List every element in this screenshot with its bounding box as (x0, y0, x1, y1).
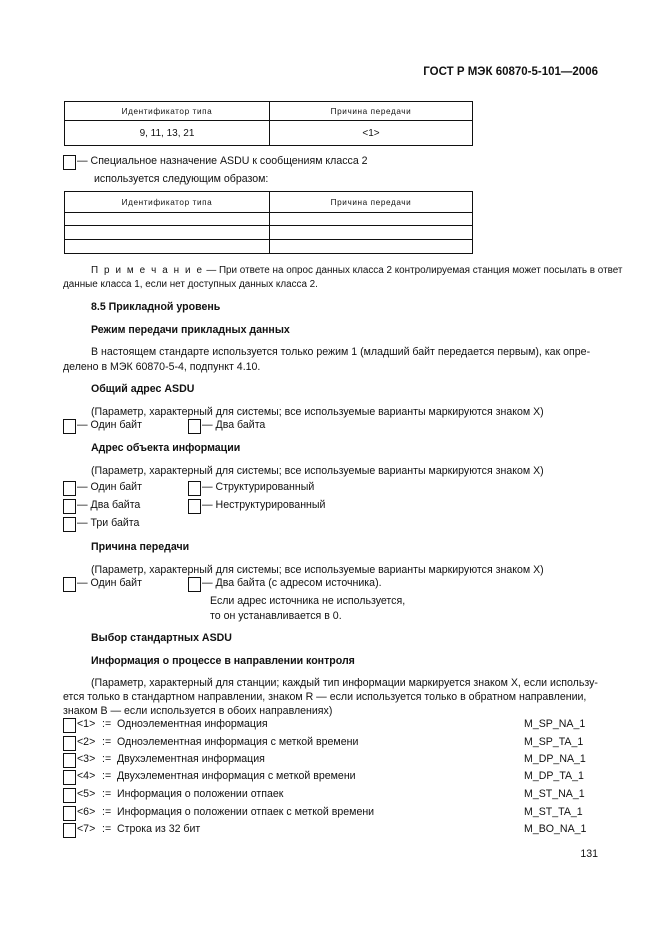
asdu-mnemonic: M_DP_TA_1 (524, 770, 584, 782)
cot-note-line-1: Если адрес источника не используется, (210, 595, 406, 607)
col-header-type-id: Идентификатор типа (65, 192, 270, 213)
table-cell (270, 240, 473, 254)
table-cell (65, 213, 270, 226)
checkbox-cot-one-byte[interactable] (63, 577, 76, 592)
note-text: — При ответе на опрос данных класса 2 контролируемая станция может посылать в ответ (203, 265, 623, 276)
checkbox-ioa-two-bytes[interactable] (63, 499, 76, 514)
common-address-title: Общий адрес ASDU (91, 383, 195, 395)
process-param-line-2: ется только в стандартном направлении, знаком R — если используется только в обратном направлении, (63, 691, 587, 703)
cot-param: (Параметр, характерный для системы; все используемые варианты маркируются знаком X) (91, 564, 544, 576)
col-header-cause: Причина передачи (270, 102, 473, 121)
note-line-2: данные класса 1, если нет доступных данных класса 2. (63, 279, 318, 290)
ioa-unstructured-label: — Неструктурированный (202, 499, 326, 511)
ioa-one-byte-label: — Один байт (77, 481, 142, 493)
checkbox-asdu-3[interactable] (63, 753, 76, 768)
common-two-bytes-label: — Два байта (202, 419, 266, 431)
asdu-code: <6> (77, 806, 96, 818)
checkbox-cot-two-bytes[interactable] (188, 577, 201, 592)
table-row (65, 121, 473, 146)
checkbox-asdu-2[interactable] (63, 736, 76, 751)
common-one-byte-label: — Один байт (77, 419, 142, 431)
cell-cause: <1> (270, 121, 473, 146)
ioa-param: (Параметр, характерный для системы; все используемые варианты маркируются знаком X) (91, 465, 544, 477)
asdu-description: Одноэлементная информация с меткой времени (117, 736, 359, 748)
checkbox-ioa-three-bytes[interactable] (63, 517, 76, 532)
asdu-mnemonic: M_SP_NA_1 (524, 718, 586, 730)
asdu-mnemonic: M_ST_NA_1 (524, 788, 585, 800)
checkbox-asdu-6[interactable] (63, 806, 76, 821)
cell-type-ids: 9, 11, 13, 21 (65, 121, 270, 146)
asdu-assign: := (102, 736, 112, 748)
checkbox-special-assignment[interactable] (63, 155, 76, 170)
checkbox-common-two-bytes[interactable] (188, 419, 201, 434)
process-param-line-3: знаком B — если используется в обоих направлениях) (63, 705, 333, 717)
ioa-title: Адрес объекта информации (91, 442, 241, 454)
asdu-code: <7> (77, 823, 96, 835)
asdu-mnemonic: M_BO_NA_1 (524, 823, 587, 835)
special-assignment-label: — Специальное назначение ASDU к сообщениям класса 2 (77, 155, 368, 167)
checkbox-asdu-1[interactable] (63, 718, 76, 733)
app-mode-title: Режим передачи прикладных данных (91, 324, 290, 336)
cot-title: Причина передачи (91, 541, 190, 553)
col-header-type-id: Идентификатор типа (65, 102, 270, 121)
checkbox-ioa-one-byte[interactable] (63, 481, 76, 496)
table-cell (65, 226, 270, 240)
cot-one-byte-label: — Один байт (77, 577, 142, 589)
asdu-code: <4> (77, 770, 96, 782)
page-number: 131 (580, 848, 598, 860)
table-header-row (65, 102, 473, 121)
checkbox-asdu-5[interactable] (63, 788, 76, 803)
col-header-cause: Причина передачи (270, 192, 473, 213)
note-prefix: П р и м е ч а н и е (91, 265, 204, 276)
table-cell (270, 226, 473, 240)
asdu-assign: := (102, 753, 112, 765)
checkbox-ioa-structured[interactable] (188, 481, 201, 496)
asdu-mnemonic: M_DP_NA_1 (524, 753, 586, 765)
asdu-assign: := (102, 806, 112, 818)
asdu-code: <3> (77, 753, 96, 765)
asdu-description: Информация о положении отпаек (117, 788, 284, 800)
asdu-code: <2> (77, 736, 96, 748)
process-info-title: Информация о процессе в направлении контроля (91, 655, 355, 667)
asdu-description: Двухэлементная информация (117, 753, 265, 765)
process-param-line-1: (Параметр, характерный для станции; каждый тип информации маркируется знаком X, если использу- (91, 677, 598, 689)
std-asdu-title: Выбор стандартных ASDU (91, 632, 232, 644)
checkbox-common-one-byte[interactable] (63, 419, 76, 434)
asdu-description: Строка из 32 бит (117, 823, 201, 835)
table-type-cause-1 (64, 101, 473, 146)
asdu-description: Двухэлементная информация с меткой времени (117, 770, 356, 782)
note-line-1 (91, 265, 622, 276)
table-cell (65, 240, 270, 254)
table-type-cause-2 (64, 191, 473, 254)
asdu-assign: := (102, 770, 112, 782)
checkbox-ioa-unstructured[interactable] (188, 499, 201, 514)
section-title: 8.5 Прикладной уровень (91, 301, 221, 313)
asdu-code: <5> (77, 788, 96, 800)
cot-note-line-2: то он устанавливается в 0. (210, 610, 342, 622)
table-cell (270, 213, 473, 226)
asdu-assign: := (102, 788, 112, 800)
checkbox-asdu-7[interactable] (63, 823, 76, 838)
cot-two-bytes-label: — Два байта (с адресом источника). (202, 577, 382, 589)
table-row (65, 226, 473, 240)
asdu-mnemonic: M_SP_TA_1 (524, 736, 584, 748)
asdu-code: <1> (77, 718, 96, 730)
table-header-row (65, 192, 473, 213)
document-id: ГОСТ Р МЭК 60870-5-101—2006 (423, 66, 598, 78)
ioa-two-bytes-label: — Два байта (77, 499, 141, 511)
table-row (65, 240, 473, 254)
asdu-assign: := (102, 718, 112, 730)
ioa-three-bytes-label: — Три байта (77, 517, 140, 529)
special-usage-text: используется следующим образом: (94, 173, 269, 185)
app-mode-line-2: делено в МЭК 60870-5-4, подпункт 4.10. (63, 361, 261, 373)
asdu-mnemonic: M_ST_TA_1 (524, 806, 583, 818)
table-row (65, 213, 473, 226)
app-mode-line-1: В настоящем стандарте используется только режим 1 (младший байт передается первым), как опре- (91, 346, 591, 358)
checkbox-asdu-4[interactable] (63, 770, 76, 785)
asdu-assign: := (102, 823, 112, 835)
ioa-structured-label: — Структурированный (202, 481, 315, 493)
common-address-param: (Параметр, характерный для системы; все используемые варианты маркируются знаком X) (91, 406, 544, 418)
asdu-description: Одноэлементная информация (117, 718, 268, 730)
asdu-description: Информация о положении отпаек с меткой времени (117, 806, 375, 818)
